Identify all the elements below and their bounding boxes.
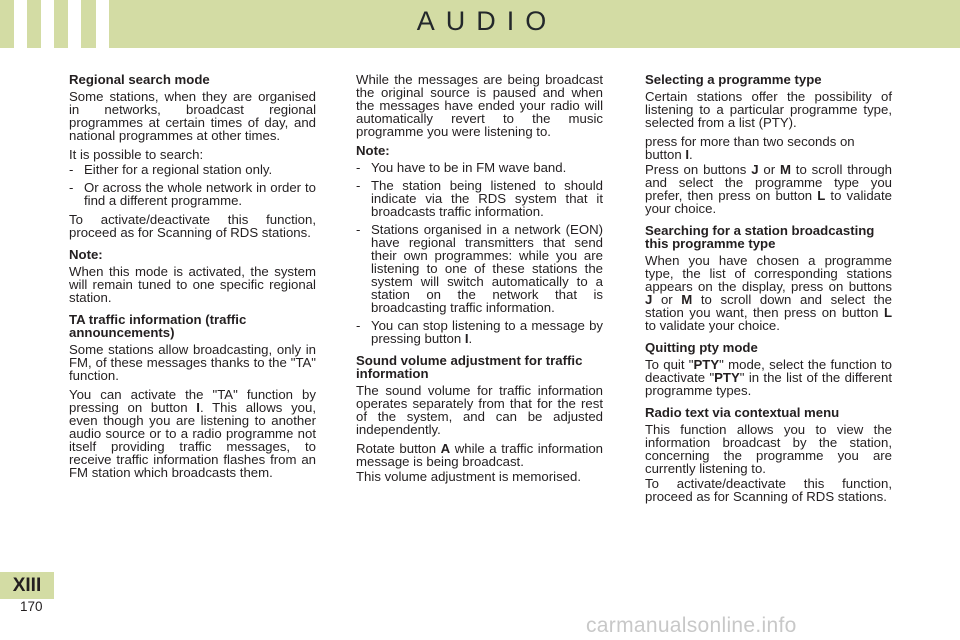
note-heading: Note:	[356, 143, 390, 158]
regional-search-heading: Regional search mode	[69, 72, 210, 87]
text-run: .	[468, 331, 473, 346]
quit-pty-paragraph	[645, 358, 892, 397]
regional-search-intro: It is possible to search:	[69, 147, 204, 162]
text-run: to validate your choice.	[645, 318, 780, 333]
button-key-label: L	[817, 188, 826, 203]
ta-heading: TA traffic information (traffic announcements)	[69, 312, 247, 340]
page-title: AUDIO	[416, 6, 558, 36]
regional-search-paragraph: Some stations, when they are organised in networks, broadcast regional programmes at certain times of day, and national programmes at other times.	[69, 89, 316, 143]
volume-paragraph: The sound volume for traffic information operates separately from that for the rest of the system, and can be adjusted independently.	[356, 383, 603, 437]
text-run: You can activate the "TA" function by pressing on button	[69, 387, 316, 415]
radio-text-heading: Radio text via contextual menu	[645, 405, 840, 420]
button-key-label: PTY	[693, 357, 720, 372]
button-key-label: I	[196, 400, 200, 415]
text-run: You can stop listening to a message by pressing button	[371, 318, 603, 346]
button-key-label: M	[681, 292, 693, 307]
text-run: or	[652, 292, 682, 307]
text-run: while a traffic information message is being broadcast.	[356, 441, 603, 469]
text-run: Press on buttons	[645, 162, 752, 177]
page-header-band	[0, 0, 960, 48]
button-key-label: M	[779, 162, 791, 177]
button-key-label: L	[883, 305, 892, 320]
text-run: " in the list of the different programme types.	[645, 370, 892, 398]
button-key-label: J	[751, 162, 759, 177]
volume-rotate-paragraph	[356, 442, 603, 468]
select-programme-scroll-paragraph	[645, 163, 892, 215]
ta-continuation-paragraph: While the messages are being broadcast the original source is paused and when the messages have ended your radio will automatically revert to the music programme you were listening to.	[356, 72, 603, 139]
text-run: " mode, select the function to deactivate "	[645, 357, 893, 385]
list-item: - Either for a regional station only.	[69, 163, 316, 176]
button-key-label: A	[440, 441, 451, 456]
text-run: to validate your choice.	[645, 188, 893, 216]
text-run: To quit "	[645, 357, 694, 372]
text-run: .	[689, 147, 693, 162]
text-run: to scroll down and select the station you want, then press on button	[645, 292, 892, 320]
middle-column	[356, 73, 603, 489]
text-run: or	[758, 162, 780, 177]
volume-memorised-paragraph: This volume adjustment is memorised.	[356, 469, 581, 484]
select-programme-heading: Selecting a programme type	[645, 72, 822, 87]
text-run: . This allows you, even though you are listening to another audio source or to a radio programme not itself providing traffic messages, to receive traffic information flashes from an FM station which broadcasts them.	[69, 400, 316, 480]
text-run: When you have chosen a programme type, the list of corresponding stations appears on the display, press on buttons	[645, 253, 892, 294]
regional-search-list	[69, 163, 316, 207]
button-key-label: I	[464, 331, 469, 346]
ta-activation-paragraph	[69, 388, 316, 479]
select-programme-paragraph: Certain stations offer the possibility of listening to a particular programme type, selected from a list (PTY).	[645, 89, 892, 130]
note-list	[356, 161, 603, 345]
button-key-label: I	[685, 147, 690, 162]
list-item: - Or across the whole network in order to find a different programme.	[69, 181, 316, 207]
watermark: carmanualsonline.info	[586, 614, 797, 637]
button-key-label: J	[645, 292, 653, 307]
regional-search-activation: To activate/deactivate this function, proceed as for Scanning of RDS stations.	[69, 212, 316, 240]
select-programme-press-paragraph	[645, 135, 892, 161]
quit-pty-heading: Quitting pty mode	[645, 340, 758, 355]
button-key-label: PTY	[714, 370, 740, 385]
radio-text-activation-paragraph: To activate/deactivate this function, proceed as for Scanning of RDS stations.	[645, 476, 892, 504]
search-station-paragraph	[645, 254, 892, 332]
list-item: - The station being listened to should indicate via the RDS system that it broadcasts traffic information.	[356, 179, 603, 218]
list-item: - Stations organised in a network (EON) have regional transmitters that send their own programmes: while you are listening to one of these stations the system will switch automatically to a station on the network that is broadcasting traffic information.	[356, 223, 603, 314]
chapter-tab: XIII	[0, 572, 54, 599]
list-item	[356, 319, 603, 345]
text-run: press for more than two seconds on button	[645, 134, 855, 162]
ta-paragraph: Some stations allow broadcasting, only in FM, of these messages thanks to the "TA" function.	[69, 342, 316, 383]
note-paragraph: When this mode is activated, the system will remain tuned to one specific regional station.	[69, 264, 316, 305]
page-number: 170	[20, 599, 43, 614]
radio-text-paragraph: This function allows you to view the information broadcast by the station, concerning the programme you are currently listening to.	[645, 422, 892, 476]
search-station-heading: Searching for a station broadcasting this programme type	[645, 223, 875, 251]
text-run: Rotate button	[356, 441, 441, 456]
volume-heading: Sound volume adjustment for traffic information	[356, 353, 583, 381]
left-column	[69, 73, 316, 485]
list-item: - You have to be in FM wave band.	[356, 161, 603, 174]
text-run: to scroll through and select the programme type you prefer, then press on button	[645, 162, 892, 203]
right-column	[645, 73, 892, 509]
note-heading: Note:	[69, 247, 103, 262]
